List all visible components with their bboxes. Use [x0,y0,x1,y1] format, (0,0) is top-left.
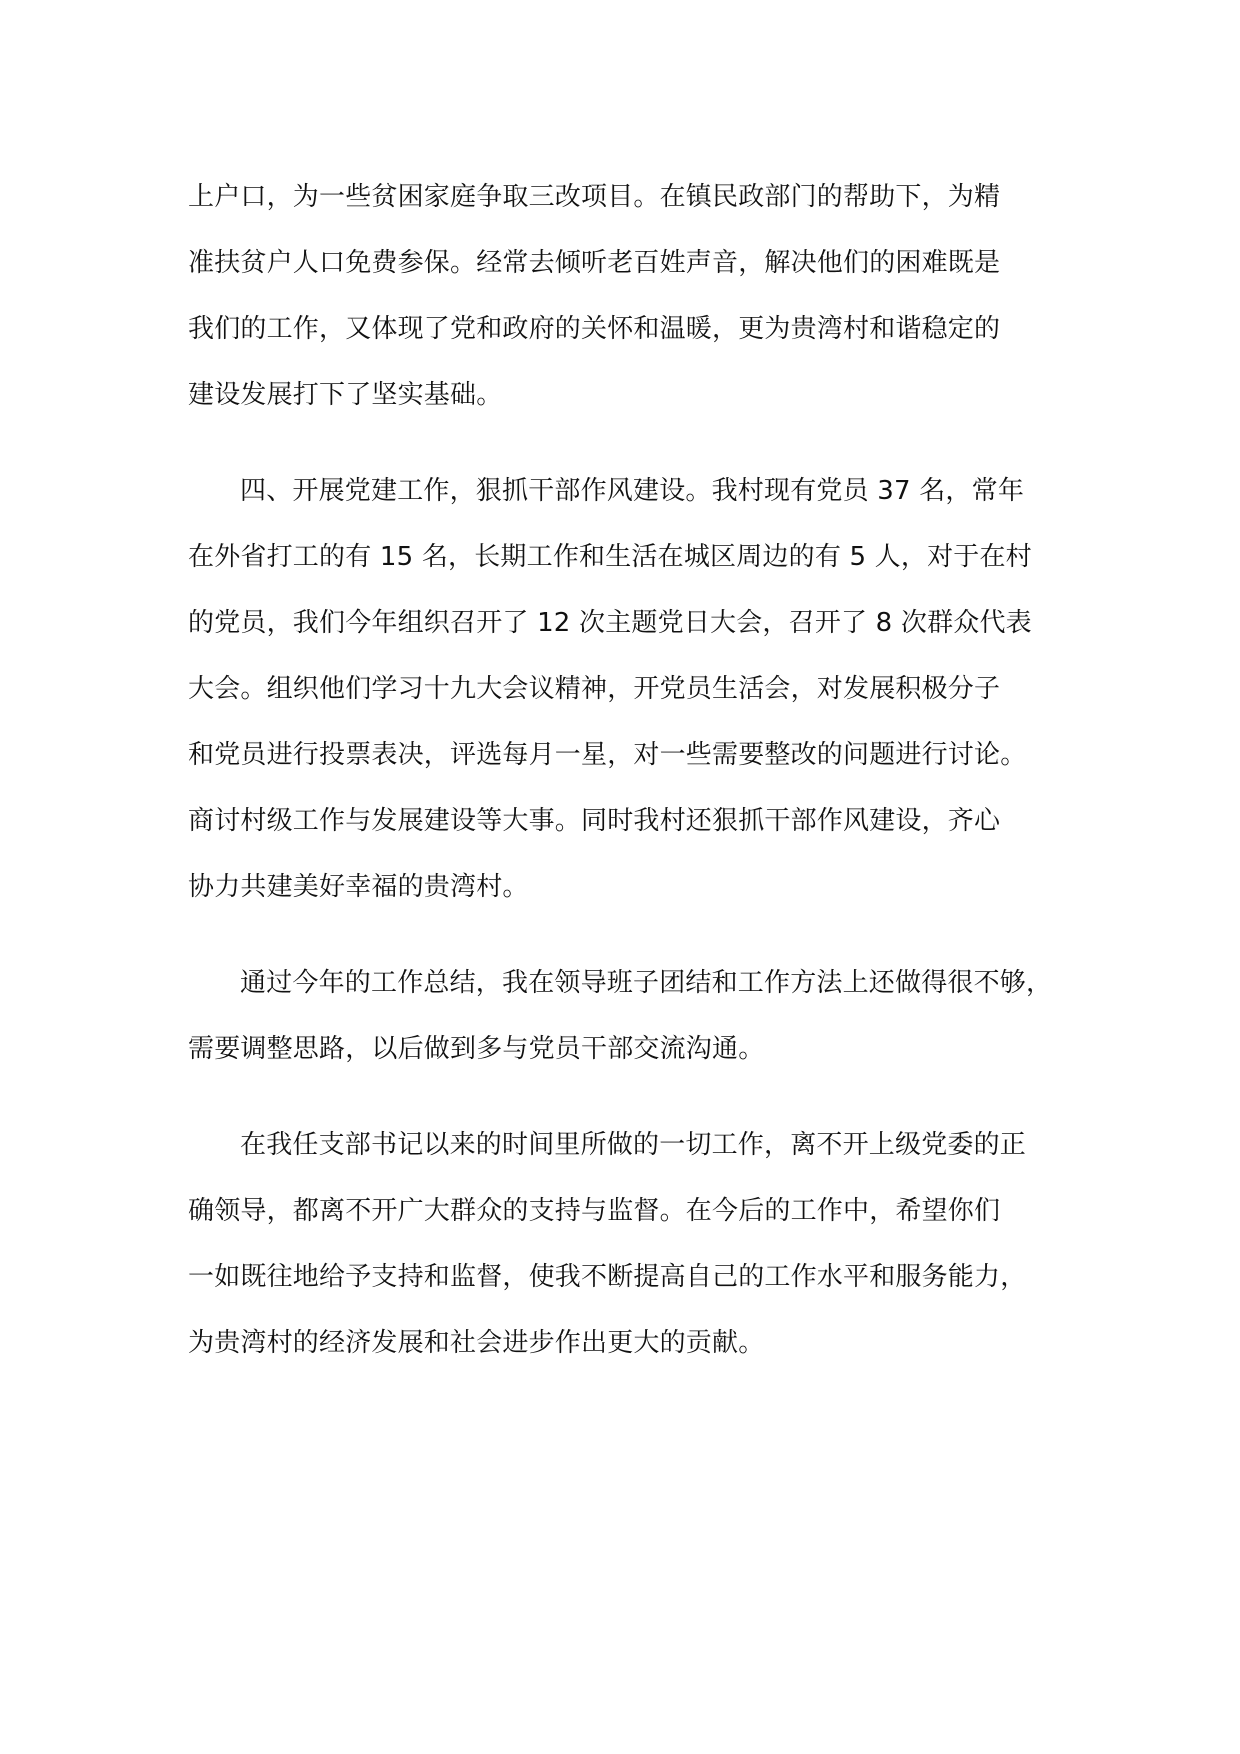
text-line: 和党员进行投票表决，评选每月一星，对一些需要整改的问题进行讨论。 [188,740,1027,770]
paragraph-3 [188,950,1068,1082]
text-line: 的党员，我们今年组织召开了 12 次主题党日大会，召开了 8 次群众代表 [188,608,1032,638]
text-line: 在我任支部书记以来的时间里所做的一切工作，离不开上级党委的正 [240,1130,1027,1160]
text-line: 在外省打工的有 15 名，长期工作和生活在城区周边的有 5 人，对于在村 [188,542,1032,572]
text-line: 协力共建美好幸福的贵湾村。 [188,872,529,902]
text-line: 建设发展打下了坚实基础。 [188,380,503,410]
text-line: 需要调整思路，以后做到多与党员干部交流沟通。 [188,1034,765,1064]
text-line: 为贵湾村的经济发展和社会进步作出更大的贡献。 [188,1328,765,1358]
text-line: 确领导，都离不开广大群众的支持与监督。在今后的工作中，希望你们 [188,1196,1001,1226]
text-line: 我们的工作，又体现了党和政府的关怀和温暖，更为贵湾村和谐稳定的 [188,314,1001,344]
text-line: 四、开展党建工作，狠抓干部作风建设。我村现有党员 37 名，常年 [240,476,1025,506]
text-line: 准扶贫户人口免费参保。经常去倾听老百姓声音，解决他们的困难既是 [188,248,1001,278]
paragraph-1 [188,164,1068,428]
text-line: 一如既往地给予支持和监督，使我不断提高自己的工作水平和服务能力， [188,1262,1027,1292]
paragraph-2 [188,458,1068,920]
text-line: 上户口，为一些贫困家庭争取三改项目。在镇民政部门的帮助下，为精 [188,182,1001,212]
document-body [188,164,1068,1406]
text-line: 大会。组织他们学习十九大会议精神，开党员生活会，对发展积极分子 [188,674,1001,704]
text-line: 商讨村级工作与发展建设等大事。同时我村还狠抓干部作风建设，齐心 [188,806,1001,836]
paragraph-4 [188,1112,1068,1376]
text-line: 通过今年的工作总结，我在领导班子团结和工作方法上还做得很不够， [240,968,1053,998]
